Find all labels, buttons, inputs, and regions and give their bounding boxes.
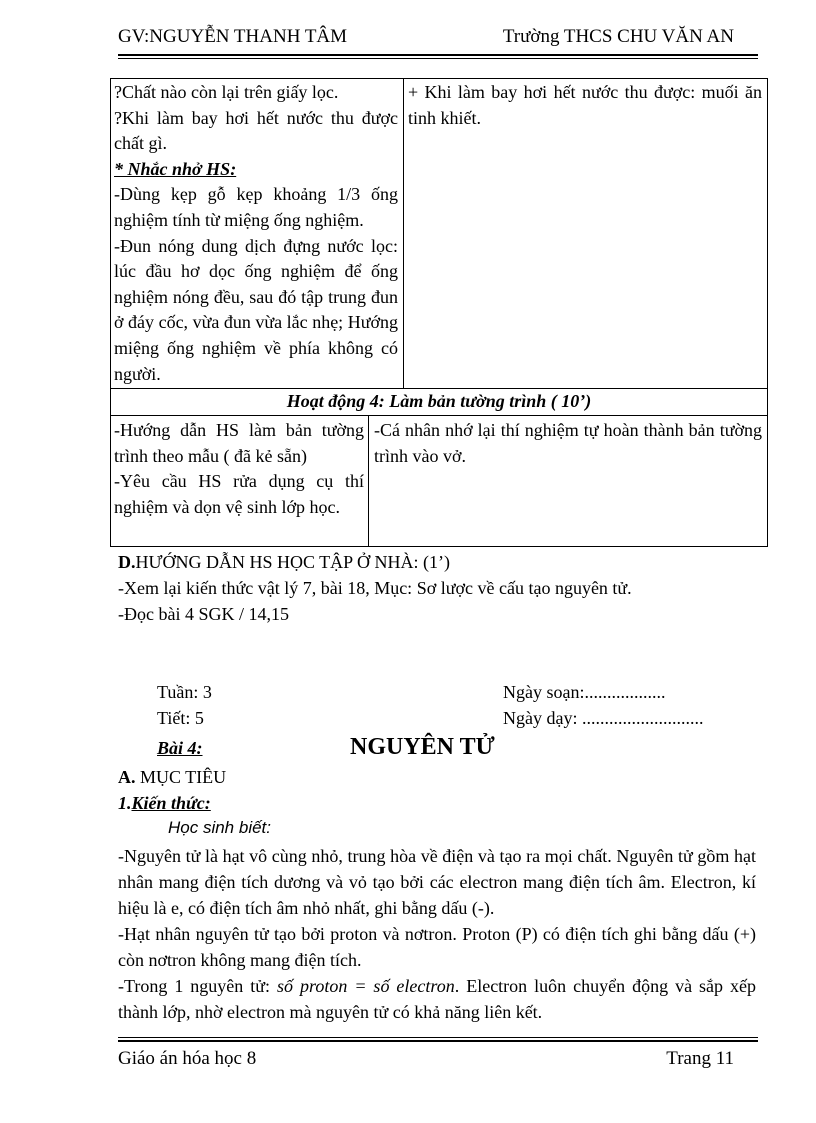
lesson-number: Bài 4: <box>157 738 203 758</box>
p3-intro: -Trong 1 nguyên tử: <box>118 976 278 996</box>
reminder-heating: -Đun nóng dung dịch đựng nước lọc: lúc đầu hơ dọc ống nghiệm để ống nghiệm nóng đều, sau đó tập trung đun ở đáy cốc, vừa đun vừa lắc nhẹ; Hướng miệng ống nghiệm về phía không có người. <box>114 235 398 384</box>
row2-right-cell <box>374 418 762 469</box>
student-complete-report: -Cá nhân nhớ lại thí nghiệm tự hoàn thành bản tường trình vào vở. <box>374 420 762 466</box>
school-name: Trường THCS CHU VĂN AN <box>502 26 734 47</box>
objectives-heading <box>118 765 226 791</box>
lesson-title: NGUYÊN TỬ <box>350 734 495 760</box>
lesson-table <box>110 78 768 546</box>
homework-item-1: -Xem lại kiến thức vật lý 7, bài 18, Mục: Sơ lược về cấu tạo nguyên tử. <box>118 578 632 598</box>
table-border-bottom <box>110 546 768 547</box>
week-label: Tuần: 3 <box>157 682 212 702</box>
question-filter-paper: ?Chất nào còn lại trên giấy lọc. <box>114 82 339 102</box>
homework-letter: D. <box>118 552 136 572</box>
header-rule-thick <box>118 54 758 56</box>
objectives-letter: A. <box>118 767 136 787</box>
reminder-title: * Nhắc nhở HS: <box>114 158 237 179</box>
activity-4-title: Hoạt động 4: Làm bản tường trình ( 10’) <box>286 391 592 411</box>
table-divider-row2 <box>368 415 369 546</box>
question-evaporate: ?Khi làm bay hơi hết nước thu được chất gì. <box>114 107 398 154</box>
footer-rule-thick <box>118 1040 758 1042</box>
table-border-left <box>110 78 111 546</box>
reminder-clamp: -Dùng kẹp gỗ kẹp khoảng 1/3 ống nghiệm tính từ miệng ống nghiệm. <box>114 184 398 230</box>
objective-paragraph-3 <box>118 973 756 1025</box>
page-footer <box>118 1048 758 1070</box>
homework-label: HƯỚNG DẪN HS HỌC TẬP Ở NHÀ: <box>135 552 419 572</box>
row1-right-cell <box>408 80 762 131</box>
answer-pure-salt: + Khi làm bay hơi hết nước thu được: muối ăn tinh khiết. <box>408 82 762 128</box>
students-know: Học sinh biết: <box>168 818 271 837</box>
period-label: Tiết: 5 <box>157 708 204 728</box>
homework-heading <box>118 550 450 576</box>
footer-rule-thin <box>118 1037 758 1038</box>
p3-equation: số proton = số electron <box>277 976 455 996</box>
objective-paragraph-2: -Hạt nhân nguyên tử tạo bởi proton và nơtron. Proton (P) có điện tích ghi bằng dấu (+) còn nơtron không mang điện tích. <box>118 924 756 970</box>
homework-time: (1’) <box>418 552 450 572</box>
footer-subject: Giáo án hóa học 8 <box>118 1048 257 1069</box>
date-prepared: Ngày soạn:.................. <box>503 682 666 702</box>
knowledge-heading <box>118 791 211 817</box>
table-border-activity <box>110 415 768 416</box>
teacher-name: GV:NGUYỄN THANH TÂM <box>118 26 348 47</box>
objectives-label: MỤC TIÊU <box>135 767 227 787</box>
table-divider-row1 <box>403 78 404 388</box>
row2-left-cell <box>114 418 364 520</box>
objective-paragraph-1: -Nguyên tử là hạt vô cùng nhỏ, trung hòa về điện và tạo ra mọi chất. Nguyên tử gồm hạt nhân mang điện tích dương và vỏ tạo bởi các electron mang điện tích âm. Electron, kí hiệu là e, có điện tích âm nhỏ nhất, ghi bằng dấu (-). <box>118 846 756 918</box>
guide-report: -Hướng dẫn HS làm bản tường trình theo mẫu ( đã kẻ sẵn) <box>114 420 364 466</box>
table-border-right <box>767 78 768 546</box>
header-rule-thin <box>118 58 758 59</box>
table-border-row1 <box>110 388 768 389</box>
row1-left-cell <box>114 80 398 387</box>
homework-item-2: -Đọc bài 4 SGK / 14,15 <box>118 604 289 624</box>
table-border-top <box>110 78 768 79</box>
date-taught: Ngày dạy: ........................... <box>503 708 704 728</box>
footer-page-number: Trang 11 <box>666 1048 734 1069</box>
p3-rest: . Electron luôn chuyển động và sắp xếp thành lớp, nhờ electron mà nguyên tử có khả năng liên kết. <box>118 976 756 1022</box>
knowledge-label: Kiến thức: <box>131 793 211 813</box>
request-clean: -Yêu cầu HS rửa dụng cụ thí nghiệm và dọn vệ sinh lớp học. <box>114 471 364 517</box>
knowledge-number: 1. <box>118 793 132 813</box>
objectives-body <box>118 843 756 1025</box>
